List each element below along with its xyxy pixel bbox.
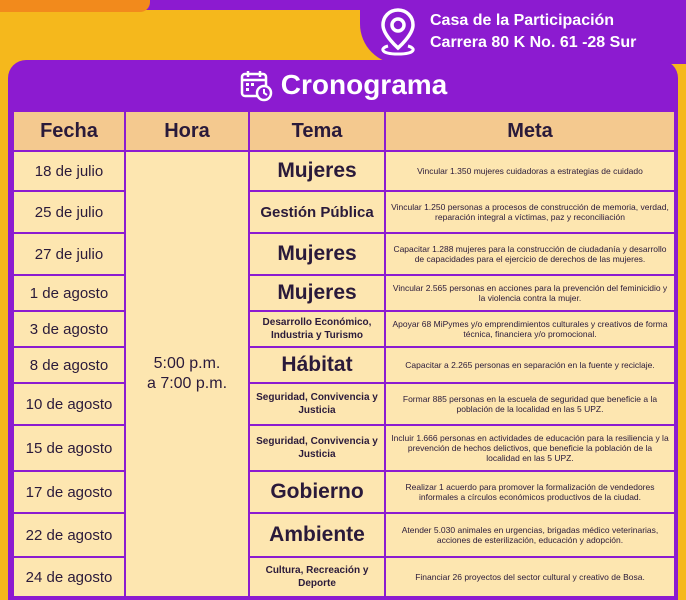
- schedule-board: [8, 60, 678, 600]
- tema-cell: Gobierno: [249, 471, 385, 513]
- fecha-cell: 18 de julio: [13, 151, 125, 191]
- table-header-row: [13, 111, 675, 151]
- header-tema: Tema: [249, 111, 385, 151]
- meta-cell: Incluir 1.666 personas en actividades de educación para la resiliencia y la prevención de hechos delictivos, que beneficie la población de la localidad en las 5 UPZ.: [385, 425, 675, 471]
- top-orange-tab: [0, 0, 150, 12]
- schedule-table: [12, 110, 676, 598]
- tema-cell: Gestión Pública: [249, 191, 385, 233]
- fecha-cell: 3 de agosto: [13, 311, 125, 347]
- tema-cell: Ambiente: [249, 513, 385, 557]
- location-address: Carrera 80 K No. 61 -28 Sur: [430, 34, 637, 51]
- page-title: Cronograma: [280, 69, 448, 100]
- table-row: [13, 471, 675, 513]
- header-fecha: Fecha: [13, 111, 125, 151]
- tema-cell: Mujeres: [249, 233, 385, 275]
- meta-cell: Vincular 2.565 personas en acciones para la prevención del feminicidio y la violencia contra la mujer.: [385, 275, 675, 311]
- meta-cell: Formar 885 personas en la escuela de seguridad que beneficie a la población de la localidad en las 5 UPZ.: [385, 383, 675, 425]
- meta-cell: Vincular 1.350 mujeres cuidadoras a estrategias de cuidado: [385, 151, 675, 191]
- fecha-cell: 17 de agosto: [13, 471, 125, 513]
- calendar-clock-icon: [239, 68, 273, 102]
- table-row: [13, 191, 675, 233]
- table-row: [13, 311, 675, 347]
- tema-cell: Desarrollo Económico, Industria y Turismo: [249, 311, 385, 347]
- fecha-cell: 24 de agosto: [13, 557, 125, 597]
- fecha-cell: 25 de julio: [13, 191, 125, 233]
- table-row: [13, 425, 675, 471]
- meta-cell: Financiar 26 proyectos del sector cultural y creativo de Bosa.: [385, 557, 675, 597]
- fecha-cell: 10 de agosto: [13, 383, 125, 425]
- table-row: [13, 557, 675, 597]
- location-name: Casa de la Participación: [430, 12, 615, 29]
- map-pin-icon: [378, 6, 418, 58]
- fecha-cell: 22 de agosto: [13, 513, 125, 557]
- tema-cell: Seguridad, Convivencia y Justicia: [249, 383, 385, 425]
- tema-cell: Mujeres: [249, 275, 385, 311]
- meta-cell: Vincular 1.250 personas a procesos de construcción de memoria, verdad, reparación integral a víctimas, paz y reconciliación: [385, 191, 675, 233]
- meta-cell: Capacitar 1.288 mujeres para la construcción de ciudadanía y desarrollo de capacidades para el ejercicio de derechos de las mujeres.: [385, 233, 675, 275]
- title-row: [8, 60, 678, 110]
- fecha-cell: 8 de agosto: [13, 347, 125, 383]
- tema-cell: Hábitat: [249, 347, 385, 383]
- fecha-cell: 15 de agosto: [13, 425, 125, 471]
- hora-cell: [125, 151, 249, 597]
- fecha-cell: 27 de julio: [13, 233, 125, 275]
- table-row: [13, 347, 675, 383]
- meta-cell: Realizar 1 acuerdo para promover la formalización de vendedores informales a círculos económicos productivos de la ciudad.: [385, 471, 675, 513]
- location-info: [430, 10, 636, 54]
- tema-cell: Mujeres: [249, 151, 385, 191]
- fecha-cell: 1 de agosto: [13, 275, 125, 311]
- table-row: [13, 513, 675, 557]
- header-meta: Meta: [385, 111, 675, 151]
- header-hora: Hora: [125, 111, 249, 151]
- tema-cell: Seguridad, Convivencia y Justicia: [249, 425, 385, 471]
- table-row: [13, 233, 675, 275]
- meta-cell: Capacitar a 2.265 personas en separación en la fuente y reciclaje.: [385, 347, 675, 383]
- table-row: [13, 275, 675, 311]
- meta-cell: Apoyar 68 MiPymes y/o emprendimientos culturales y creativos de forma técnica, financiera y/o promocional.: [385, 311, 675, 347]
- table-row: [13, 383, 675, 425]
- tema-cell: Cultura, Recreación y Deporte: [249, 557, 385, 597]
- meta-cell: Atender 5.030 animales en urgencias, brigadas médico veterinarias, acciones de esterilización, educación y adopción.: [385, 513, 675, 557]
- table-row: [13, 151, 675, 191]
- hora-value: 5:00 p.m. a 7:00 p.m.: [146, 355, 228, 392]
